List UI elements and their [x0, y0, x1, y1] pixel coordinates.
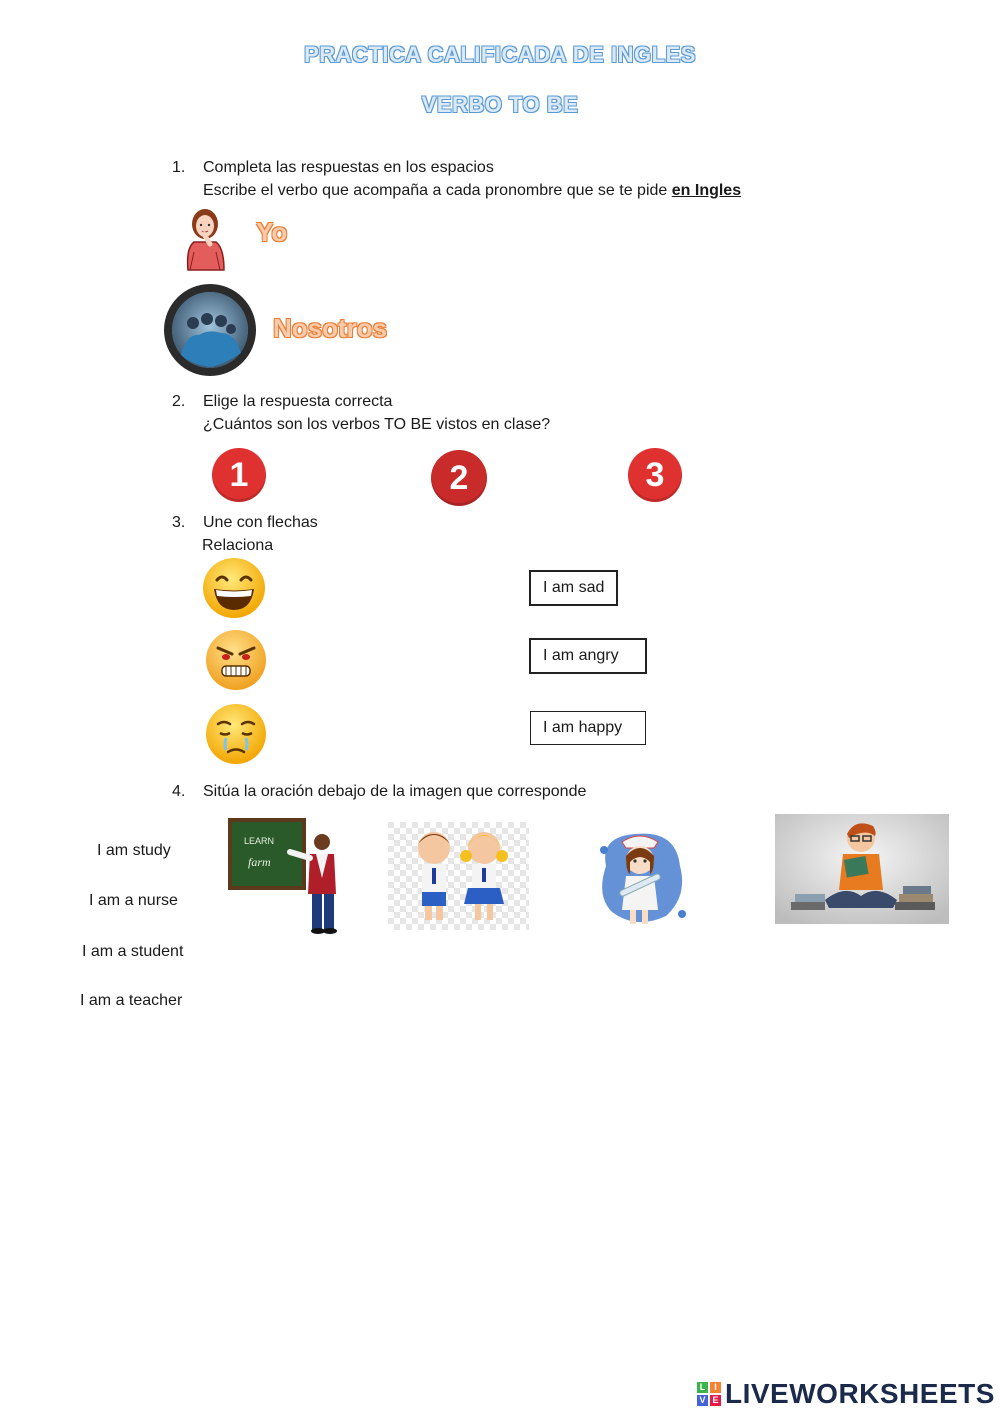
nurse-image	[596, 826, 688, 930]
option-3-button[interactable]: 3	[628, 448, 682, 502]
pronoun-yo: Yo	[256, 217, 288, 247]
answer-box-happy[interactable]: I am happy	[530, 711, 646, 745]
liveworksheets-logo	[697, 1378, 995, 1410]
sentence-teacher[interactable]: I am a teacher	[80, 992, 183, 1009]
happy-face-icon[interactable]	[201, 556, 267, 620]
q3-number: 3.	[172, 514, 186, 531]
q2-instruction: Elige la respuesta correcta	[203, 393, 393, 410]
sad-face-icon[interactable]	[204, 702, 268, 768]
option-2-button[interactable]: 2	[431, 450, 487, 506]
page-title: PRACTICA CALIFICADA DE INGLES	[304, 42, 696, 67]
chalkboard-text-2: farm	[248, 855, 271, 869]
logo-text: LIVEWORKSHEETS	[725, 1378, 995, 1409]
q1-emphasis: en Ingles	[671, 182, 742, 199]
sentence-study[interactable]: I am study	[97, 842, 171, 859]
q1-subinstruction: Escribe el verbo que acompaña a cada pronombre que se te pide en Ingles	[203, 182, 742, 199]
q2-question: ¿Cuántos son los verbos TO BE vistos en clase?	[203, 416, 551, 433]
group-photo	[163, 283, 257, 377]
answer-box-sad[interactable]: I am sad	[529, 570, 618, 606]
option-1-button[interactable]: 1	[212, 448, 266, 502]
logo-mark-icon: L I V E	[697, 1382, 721, 1406]
chalkboard-text-1: LEARN	[244, 836, 275, 846]
page-subtitle: VERBO TO BE	[421, 92, 579, 117]
q4-instruction: Sitúa la oración debajo de la imagen que corresponde	[203, 783, 587, 800]
q1-number: 1.	[172, 159, 186, 176]
studying-image	[775, 814, 949, 924]
q3-instruction: Une con flechas	[203, 514, 318, 531]
q2-number: 2.	[172, 393, 186, 410]
q4-number: 4.	[172, 783, 186, 800]
sentence-nurse[interactable]: I am a nurse	[89, 892, 178, 909]
sentence-student[interactable]: I am a student	[82, 943, 184, 960]
pronoun-nosotros: Nosotros	[273, 313, 388, 343]
answer-box-angry[interactable]: I am angry	[529, 638, 647, 674]
girl-pointing-icon	[180, 204, 230, 272]
teacher-image	[226, 818, 342, 936]
angry-face-icon[interactable]	[204, 628, 268, 692]
q1-instruction: Completa las respuestas en los espacios	[203, 159, 494, 176]
q3-subinstruction: Relaciona	[202, 537, 274, 554]
students-image	[388, 822, 529, 930]
